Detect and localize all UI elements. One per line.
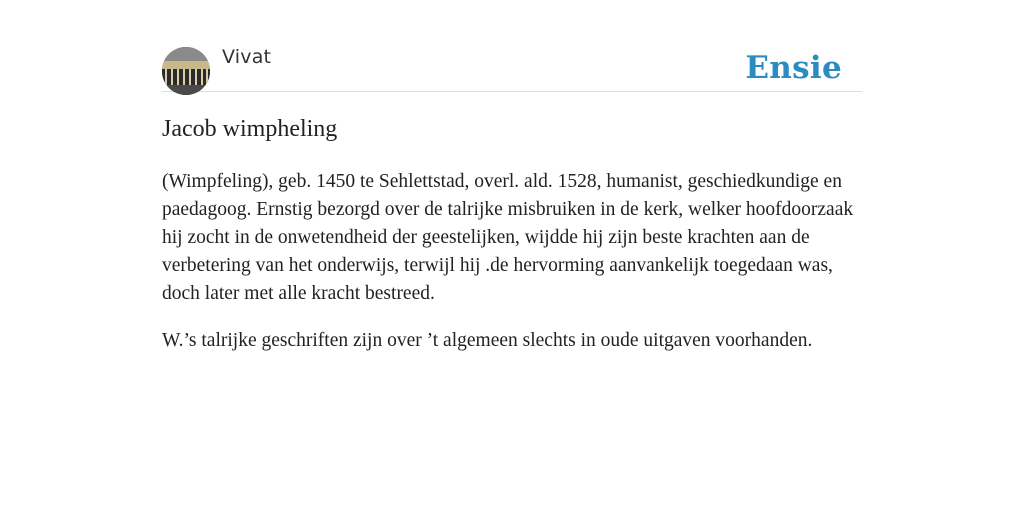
article-title: Jacob wimpheling xyxy=(162,116,338,142)
source-avatar[interactable] xyxy=(162,47,210,95)
ensie-logo[interactable]: Ensie xyxy=(745,50,842,86)
article-paragraph: W.’s talrijke geschriften zijn over ’t algemeen slechts in oude uitgaven voorhanden. xyxy=(162,330,813,351)
source-name[interactable]: Vivat xyxy=(222,46,272,68)
article-paragraph: (Wimpfeling), geb. 1450 te Sehlettstad, overl. ald. 1528, humanist, geschiedkundige en paedagoog. Ernstig bezorgd over de talrijke misbruiken in de kerk, welker hoofdoorzaak hij zocht in de onwetendheid der geestelijken, wijdde hij zijn beste krachten aan de verbetering van het onderwijs, terwijl hij .de hervorming aanvankelijk toegedaan was, doch later met alle kracht bestreed. xyxy=(162,171,854,304)
book-spines-icon xyxy=(162,47,210,95)
article-body xyxy=(162,168,862,374)
header xyxy=(162,0,862,92)
page-container xyxy=(162,0,862,351)
